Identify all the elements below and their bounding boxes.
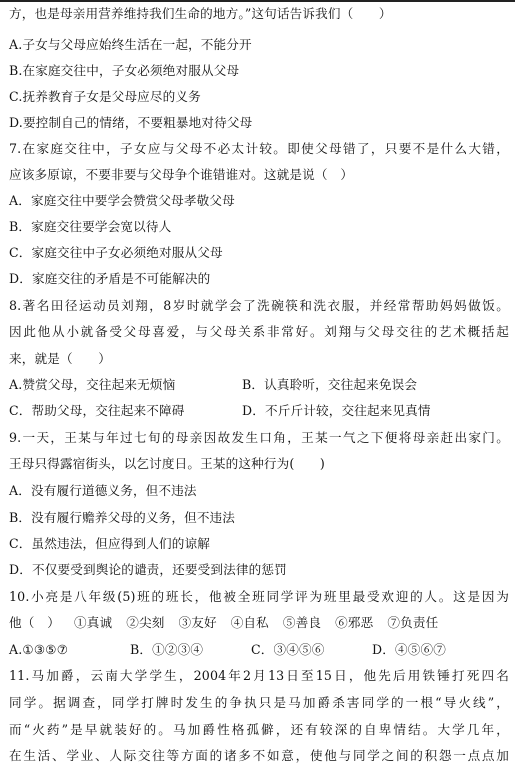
q9-option-b: B．没有履行赡养父母的义务，但不违法 [9, 510, 236, 525]
q7-option-c: C．家庭交往中子女必须绝对服从父母 [9, 245, 223, 260]
q8-stem-line1: 8.著名田径运动员刘翔，8岁时就学会了洗碗筷和洗衣服，并经常帮助妈妈做饭。 [9, 298, 509, 313]
q8-stem-line2: 因此他从小就备受父母喜爱，与父母关系非常好。刘翔与父母交往的艺术概括起 [9, 324, 509, 339]
q6-stem-end: 方，也是母亲用营养维持我们生命的地方。”这句话告诉我们（ ） [9, 6, 392, 21]
q6-option-a: A.子女与父母应始终生活在一起，不能分开 [9, 37, 252, 52]
q6-option-c: C.抚养教育子女是父母应尽的义务 [9, 89, 201, 104]
q7-stem-line2: 应该多原谅，不要非要与父母争个谁错谁对。这就是说（ ） [9, 167, 354, 182]
q7-option-b: B．家庭交往要学会宽以待人 [9, 219, 172, 234]
q11-stem-line1: 11.马加爵，云南大学学生，2004年2月13日至15日，他先后用铁锤打死四名 [9, 668, 509, 683]
q10-trait-6: ⑥邪恶 [335, 615, 374, 630]
q10-trait-7: ⑦负责任 [387, 615, 439, 630]
q10-options-row [9, 640, 509, 660]
q11-stem-line3: 而“火药”是早就装好的。马加爵性格孤僻，还有较深的自卑情结。大学几年， [9, 722, 509, 737]
q7-option-a: A．家庭交往中要学会赞赏父母孝敬父母 [9, 193, 235, 208]
q10-stem-line1: 10.小亮是八年级(5)班的班长，他被全班同学评为班里最受欢迎的人。这是因为 [9, 589, 509, 604]
q9-option-a: A．没有履行道德义务，但不违法 [9, 483, 197, 498]
q7-option-d: D．家庭交往的矛盾是不可能解决的 [9, 271, 211, 286]
q8-option-c: C．帮助父母，交往起来不障碍 [9, 403, 185, 418]
q8-option-d: D．不斤斤计较，交往起来见真情 [242, 403, 431, 418]
q11-stem-line2: 同学。据调查，同学打牌时发生的争执只是马加爵杀害同学的一根“导火线”， [9, 695, 509, 710]
q9-stem-line2: 王母只得露宿街头，以乞讨度日。王某的这种行为( ) [9, 456, 325, 471]
q10-trait-1: ①真诚 [73, 615, 113, 630]
q7-stem-line1: 7.在家庭交往中，子女应与父母不必太计较。即使父母错了，只要不是什么大错， [9, 141, 509, 156]
q8-option-b: B．认真聆听，交往起来免误会 [242, 377, 418, 392]
q9-option-d: D．不仅要受到舆论的谴责，还要受到法律的惩罚 [9, 562, 287, 577]
q10-trait-3: ③友好 [178, 615, 217, 630]
q10-trait-2: ②尖刻 [126, 615, 165, 630]
q8-option-a: A.赞赏父母，交往起来无烦恼 [9, 377, 176, 392]
q11-stem-line4: 在生活、学业、人际交往等方面的诸多不如意，使他与同学之间的积怨一点点加 [9, 748, 509, 763]
q9-option-c: C．虽然违法，但应得到人们的谅解 [9, 536, 210, 551]
q10-option-c: C．③④⑤⑥ [251, 642, 325, 657]
q6-option-b: B.在家庭交往中，子女必须绝对服从父母 [9, 63, 240, 78]
q10-stem-line2 [9, 613, 509, 633]
q10-trait-5: ⑤善良 [282, 615, 322, 630]
q8-options-row2 [9, 401, 509, 421]
q8-stem-line3: 来，就是（ ） [9, 351, 111, 366]
q10-option-d: D．④⑤⑥⑦ [372, 642, 446, 657]
top-rule [0, 0, 515, 2]
q8-options-row1 [9, 375, 509, 395]
q10-option-b: B．①②③④ [130, 642, 204, 657]
q10-option-a: A.①③⑤⑦ [9, 642, 69, 657]
q10-stem-lead: 他（ ） [9, 615, 60, 630]
q10-trait-4: ④自私 [230, 615, 269, 630]
q6-option-d: D.要控制自己的情绪，不要粗暴地对待父母 [9, 115, 253, 130]
q9-stem-line1: 9.一天，王某与年过七旬的母亲因故发生口角，王某一气之下便将母亲赶出家门。 [9, 430, 509, 445]
